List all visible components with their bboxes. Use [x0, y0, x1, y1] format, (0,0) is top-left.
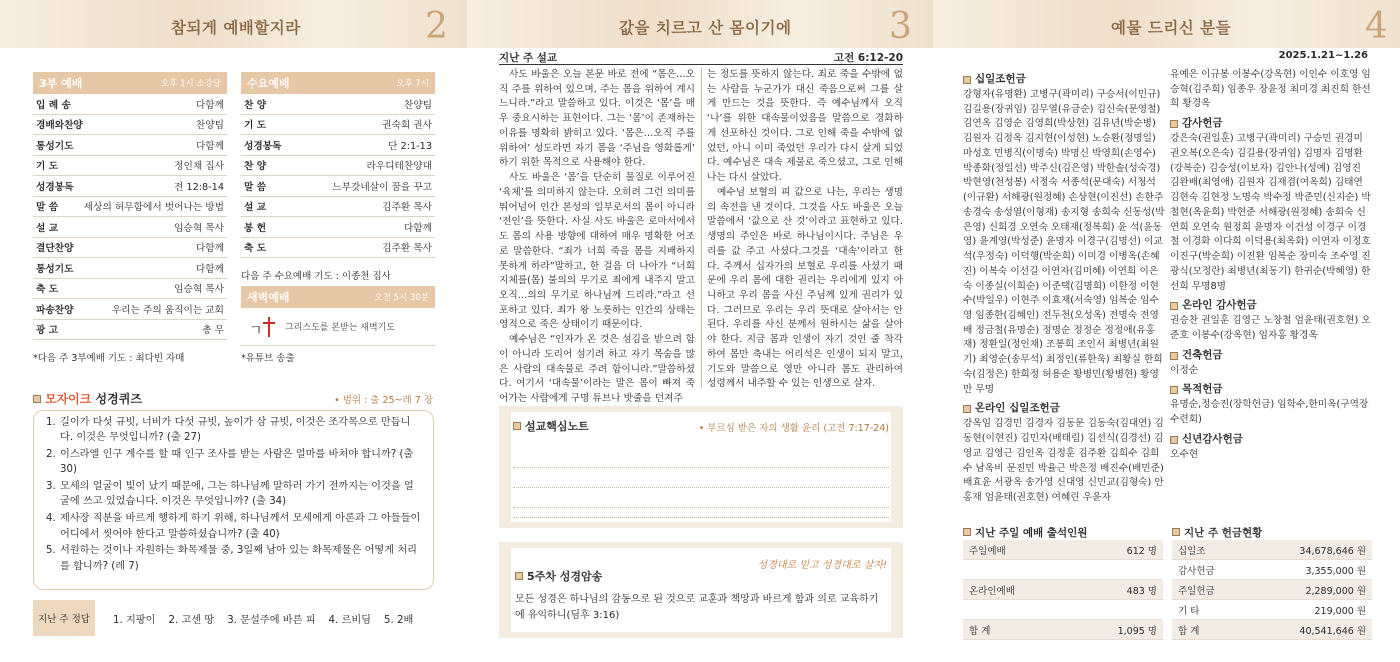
- offering-row: [1172, 560, 1372, 580]
- wed-item-value: 김주환 목사: [382, 202, 432, 214]
- column-divider: [701, 68, 702, 388]
- wed-row: [241, 217, 435, 238]
- cross-icon: [249, 315, 279, 339]
- page3-title: 값을 치르고 산 몸이기에: [619, 19, 792, 37]
- wed-item-name: 찬 양: [244, 99, 267, 111]
- square-bullet-icon: [1170, 120, 1178, 128]
- sermon-paragraph: 사도 바울은 ‘몸’을 단순히 물질로 이루어진 ‘육체’를 의미하지 않는다. 오히려 그런 의미를 뛰어넘어 인간 본성의 일부로서의 몸이 아니라 ‘전인’을 뜻한다. 사실 사도 바울은 로마서에서도 몸의 사용 방향에 대하여 매우 명확한 어조로 말씀한다. “죄가 너희 죽을 몸을 지배하지 못하게 하라”말하고, 한 걸음 더 나아가 “너희 지체를(몸) 불의의 무기로 죄에게 내주지 말고 오직…의의 무기로 하나님께 드리라.”라고 선포하고 있다. 죄가 왕 노릇하는 인간의 상태는 영적으로 죽은 상태이기 때문이다.: [499, 172, 695, 331]
- wed-item-value: 단 2:1-13: [388, 140, 432, 152]
- donation-names: 유명순,정승진(장학헌금) 임학수,한미옥(구역장 수련회): [1170, 399, 1369, 426]
- wed-item-value: 라우디테찬양대: [366, 161, 432, 173]
- quiz-item-number: 5.: [46, 545, 56, 557]
- dawn-name: 새벽예배: [247, 291, 290, 304]
- page2-number: 2: [425, 6, 448, 47]
- donation-group-title: 신년감사헌금: [1182, 432, 1243, 445]
- offering-label: 기 타: [1178, 605, 1200, 617]
- wed-item-value: 김주환 목사: [382, 243, 432, 255]
- sermon-right-column: [707, 68, 903, 392]
- service3-item-value: 우리는 주의 움직이는 교회: [111, 304, 224, 316]
- wed-header: [241, 72, 435, 94]
- dawn-logo: [241, 308, 435, 346]
- attendance-value: 612 명: [1126, 545, 1157, 557]
- offering-label: 주일헌금: [1178, 585, 1215, 597]
- service3-item-value: 임승혁 목사: [174, 222, 224, 234]
- attendance-label: 합 계: [969, 625, 991, 637]
- wed-item-name: 설 교: [244, 202, 267, 214]
- service3-row: [33, 238, 227, 259]
- quiz-item-number: 3.: [46, 481, 56, 493]
- service3-item-name: 기 도: [36, 161, 59, 173]
- wed-item-value: 다함께: [403, 222, 432, 234]
- square-bullet-icon: [1170, 386, 1178, 394]
- donation-names: 이정순: [1170, 364, 1199, 376]
- dawn-table: [241, 286, 435, 346]
- offering-row: [1172, 600, 1372, 620]
- service3-item-name: 통성기도: [36, 263, 74, 275]
- sermon-paragraph: 는 정도를 뜻하지 않는다. 죄로 죽을 수밖에 없는 사람을 누군가가 대신 죽음으로써 그를 살게 만드는 것을 뜻한다. 즉 예수님께서 오직 ‘나’를 위한 대속물이었음을 말씀으로 경화하게 선포하신 것이다. 그로 인해 죽을 수밖에 없었던, 아니 이미 죽었던 우리가 다시 살게 되었다. 예수님은 대속 제물로 죽으셨고, 그로 인해 나는 다시 살았다.: [707, 69, 903, 184]
- note-line[interactable]: [513, 490, 889, 508]
- offering-label: 감사헌금: [1178, 565, 1215, 577]
- service3-item-name: 결단찬양: [36, 243, 74, 255]
- answer-label: 지난 주 정답: [33, 600, 95, 636]
- wed-item-value: 권숙희 권사: [382, 120, 432, 132]
- service3-item-name: 말 씀: [36, 202, 59, 214]
- offering-date-range: 2025.1.21~1.26: [1278, 50, 1368, 61]
- service3-item-name: 설 교: [36, 222, 59, 234]
- page3-number: 3: [889, 6, 912, 47]
- donation-names: 오수현: [1170, 448, 1199, 460]
- service3-row: [33, 197, 227, 218]
- wed-table: [241, 72, 435, 258]
- donation-group-header: [1170, 432, 1372, 448]
- quiz-list: [46, 415, 423, 574]
- attendance-row: [963, 580, 1163, 600]
- offering-label: 십일조: [1178, 545, 1206, 557]
- attendance-label: 주일예배: [969, 545, 1006, 557]
- quiz-item-number: 1.: [46, 417, 56, 428]
- donation-group-header: [1170, 348, 1372, 364]
- donation-group-title: 온라인 감사헌금: [1182, 299, 1257, 312]
- attendance-row: [963, 540, 1163, 560]
- quiz-box: [33, 410, 434, 590]
- answer-item: 4. 르비딤: [328, 614, 372, 626]
- quiz-item: [46, 447, 423, 478]
- wed-time: 오후 7시: [396, 79, 429, 89]
- sermon-rule: [499, 64, 903, 65]
- page4-title: 예물 드리신 분들: [1111, 19, 1232, 37]
- sermon-note-header: [513, 418, 589, 434]
- donation-group-header: [963, 401, 1167, 417]
- quiz-item: [46, 479, 423, 510]
- answer-item: 5. 2배: [384, 614, 414, 626]
- wed-item-name: 말 씀: [244, 181, 267, 193]
- attendance-value: 483 명: [1126, 585, 1157, 597]
- tithe-continued: 유예은 이규봉 이봉수(강옥현) 이인수 이호영 임승혁(김주희) 임종우 장윤정 최미경 최진희 한선희 황경옥: [1170, 69, 1371, 110]
- donation-group-title: 목적헌금: [1182, 383, 1223, 396]
- wed-row: [241, 94, 435, 115]
- dawn-note: *유튜브 송출: [241, 353, 295, 364]
- page-sermon: [467, 0, 933, 662]
- service3-name: 3부 예배: [39, 77, 83, 90]
- service3-item-name: 통성기도: [36, 140, 74, 152]
- last-week-answers: [33, 600, 434, 636]
- attendance-header: [963, 524, 1163, 540]
- service3-item-value: 세상의 허무함에서 벗어나는 방법: [83, 202, 224, 214]
- donation-left-column: [963, 68, 1167, 506]
- sermon-paragraph: 예수님 보혈의 피 값으로 나는, 우리는 생명의 속전을 낸 것이다. 그것을 사도 바울은 오늘 말씀에서 ‘값으로 산 것’이라고 표현하고 있다. 생명의 주인은 바로 하나님이시다. 주님은 우리를 값 주고 사셨다.그것을 ‘대속’이라고 한다. 주께서 십자가의 보혈로 우리를 사셨기 때문에 우리 몸에 대한 권리는 우리에게 있지 아니하고 우리 몸을 사신 주님께 있게 권리가 있다. 그러므로 우리는 우리 뜻대로 살아서는 안 된다. 우리를 사신 분께서 원하시는 삶을 살아야 한다. 지금 몸과 인생이 자기 것인 줄 착각하여 몸만 축내는 어리석은 인생이 되지 말고, 기도와 말씀으로 영만 아니라 몸도 관리하여 성령께서 내주할 수 있는 인생으로 살자.: [707, 186, 903, 390]
- service3-note: *다음 주 3부예배 기도 : 최다빈 자매: [33, 353, 185, 364]
- wed-item-name: 성경봉독: [244, 140, 282, 152]
- service3-table: [33, 72, 227, 340]
- sermon-ref: 고전 6:12-20: [833, 52, 903, 64]
- quiz-label-mosaic: 모자이크: [45, 392, 92, 406]
- donation-right-column: [1170, 68, 1372, 462]
- wed-row: [241, 176, 435, 197]
- sermon-note-ref: • 부르심 받은 자의 생활 윤리 (고전 7:17-24): [698, 423, 889, 434]
- sermon-note-box: [499, 406, 903, 528]
- sermon-note-title: 설교핵심노트: [525, 420, 589, 433]
- memory-header: [515, 568, 602, 584]
- square-bullet-icon: [515, 572, 523, 580]
- service3-item-value: 다함께: [195, 140, 224, 152]
- service3-item-name: 성경봉독: [36, 181, 74, 193]
- quiz-header: [33, 390, 433, 407]
- dawn-header: [241, 286, 435, 308]
- quiz-item: [46, 415, 423, 446]
- svg-text:ㄱ: ㄱ: [249, 322, 263, 339]
- service3-item-name: 파송찬양: [36, 304, 74, 316]
- service3-item-name: 입 례 송: [36, 99, 71, 111]
- note-line[interactable]: [513, 470, 889, 488]
- service3-row: [33, 299, 227, 320]
- answer-values: [95, 611, 413, 626]
- service3-item-value: 총 무: [202, 325, 224, 337]
- square-bullet-icon: [1170, 436, 1178, 444]
- service3-row: [33, 320, 227, 341]
- square-bullet-icon: [1170, 352, 1178, 360]
- offering-value: 219,000 원: [1314, 605, 1366, 617]
- service3-item-value: 다함께: [195, 243, 224, 255]
- attendance-value: 1,095 명: [1117, 625, 1157, 637]
- offering-row: [1172, 580, 1372, 600]
- donation-group-title: 온라인 십일조헌금: [975, 402, 1060, 415]
- offering-row: [1172, 540, 1372, 560]
- offering-value: 2,289,000 원: [1305, 585, 1366, 597]
- donation-group-header: [1170, 298, 1372, 314]
- wed-item-value: 느부갓네살이 꿈을 꾸고: [332, 181, 432, 193]
- service3-item-name: 광 고: [36, 325, 59, 337]
- quiz-item: [46, 511, 423, 542]
- service3-item-value: 찬양팀: [195, 120, 224, 132]
- memory-title: 5주차 성경암송: [527, 570, 603, 583]
- square-bullet-icon: [33, 395, 41, 403]
- service3-item-value: 다함께: [195, 99, 224, 111]
- attendance-row: [963, 620, 1163, 640]
- memory-slogan: 성경대로 믿고 성경대로 살자!: [757, 560, 887, 571]
- service3-item-name: 축 도: [36, 284, 59, 296]
- square-bullet-icon: [1170, 302, 1178, 310]
- square-bullet-icon: [963, 405, 971, 413]
- attendance-table: [963, 524, 1163, 640]
- wed-row: [241, 115, 435, 136]
- service3-row: [33, 176, 227, 197]
- page2-header: [0, 0, 467, 48]
- page-worship: [0, 0, 467, 662]
- sermon-label: 지난 주 설교: [499, 52, 558, 64]
- wed-row: [241, 135, 435, 156]
- offering-label: 합 계: [1178, 625, 1200, 637]
- quiz-label: 성경퀴즈: [91, 392, 142, 406]
- service3-row: [33, 94, 227, 115]
- quiz-item: [46, 543, 423, 574]
- dawn-time: 오전 5시 30분: [374, 293, 429, 303]
- quiz-item-number: 4.: [46, 513, 56, 525]
- donation-group-header: [1170, 116, 1372, 132]
- wed-row: [241, 238, 435, 259]
- note-line[interactable]: [513, 450, 889, 468]
- note-line[interactable]: [513, 510, 889, 518]
- page4-header: [933, 0, 1400, 48]
- offering-table: [1172, 524, 1372, 640]
- quiz-item-number: 2.: [46, 449, 56, 461]
- wed-row: [241, 197, 435, 218]
- offering-row: [1172, 620, 1372, 640]
- donation-names: 강옥임 김경민 김경자 김동문 김동숙(김대연) 김동현(이현진) 김민자(배태림) 김선식(김경선) 김영교 김영근 김인옥 김정훈 김주환 김희수 김희수 남옥비 문진민 박율근 박은정 배진수(배민준) 배효윤 서광옥 송가영 신대영 신민교(김형숙) 안홍재 엄윤태(권호현) 여혜린 우윤자: [963, 418, 1164, 503]
- answer-item: 3. 문설주에 바른 피: [227, 614, 316, 626]
- memory-text: 모든 성경은 하나님의 감동으로 된 것으로 교훈과 책망과 바르게 함과 의로 교육하기에 유익하니(딤후 3:16): [515, 594, 879, 621]
- attendance-row: [963, 560, 1163, 580]
- answer-item: 2. 고센 땅: [168, 614, 215, 626]
- service3-row: [33, 115, 227, 136]
- service3-row: [33, 258, 227, 279]
- service3-item-value: 전 12:8-14: [173, 181, 224, 193]
- donation-group-header: [963, 72, 1167, 88]
- offering-header: [1172, 524, 1372, 540]
- wed-item-name: 봉 헌: [244, 222, 267, 234]
- quiz-item-text: 이스라엘 인구 계수를 할 때 인구 조사를 받는 사람은 얼마를 바쳐야 합니까? (출 30): [60, 449, 414, 476]
- attendance-row: [963, 600, 1163, 620]
- donation-group-header: [1170, 382, 1372, 398]
- offering-value: 34,678,646 원: [1299, 545, 1366, 557]
- page-offerings: [933, 0, 1400, 662]
- service3-item-value: 다함께: [195, 263, 224, 275]
- offering-title: 지난 주 헌금현황: [1184, 526, 1263, 539]
- wed-name: 수요예배: [247, 77, 290, 90]
- memory-verse-box: [499, 542, 903, 638]
- service3-row: [33, 135, 227, 156]
- page2-title: 참되게 예배할지라: [171, 19, 301, 37]
- service3-item-value: 임승혁 목사: [174, 284, 224, 296]
- page3-header: [467, 0, 933, 48]
- service3-item-name: 경배와찬양: [36, 120, 83, 132]
- service3-row: [33, 156, 227, 177]
- wed-item-value: 찬양팀: [403, 99, 432, 111]
- quiz-item-text: 서원하는 것이나 자원하는 화목제물 중, 3일째 남아 있는 화목제물은 어떻게 처리를 합니까? (레 7): [60, 545, 418, 572]
- square-bullet-icon: [513, 422, 521, 430]
- quiz-item-text: 모세의 얼굴이 빛이 났기 때문에, 그는 하나님께 말하러 가기 전까지는 이것을 얼굴에 쓰고 있었습니다. 이것은 무엇입니까? (출 34): [60, 481, 414, 508]
- sermon-paragraph: 예수님은 “인자가 온 것은 섬김을 받으려 함이 아니라 도리어 섬기려 하고 자기 목숨을 많은 사람의 대속물로 주려 함이니라.”말씀하셨다. 여기서 ‘대속물’이라는 말은 몸이 빠져 죽어가는 사람에게 구명 튜브나 밧줄을 던져주: [499, 334, 695, 405]
- wed-row: [241, 156, 435, 177]
- wed-item-name: 축 도: [244, 243, 267, 255]
- offering-value: 3,355,000 원: [1305, 565, 1366, 577]
- donation-group-title: 건축헌금: [1182, 348, 1223, 361]
- service3-header: [33, 72, 227, 94]
- attendance-label: 온라인예배: [969, 585, 1015, 597]
- wed-item-name: 기 도: [244, 120, 267, 132]
- quiz-item-text: 제사장 직분을 바르게 행하게 하기 위해, 하나님께서 모세에게 아론과 그 아들들이 어디에서 씻어야 한다고 말씀하셨습니까? (출 40): [60, 513, 421, 540]
- answer-item: 1. 지팡이: [113, 614, 156, 626]
- service3-row: [33, 279, 227, 300]
- service3-item-value: 정인채 집사: [174, 161, 224, 173]
- wed-note: 다음 주 수요예배 기도 : 이종천 집사: [241, 271, 391, 282]
- service3-row: [33, 217, 227, 238]
- offering-value: 40,541,646 원: [1299, 625, 1366, 637]
- quiz-range: • 범위 : 출 25~레 7 장: [334, 395, 433, 406]
- donation-names: 권승찬 권일훈 김영근 노창철 엄윤태(권호현) 오준호 이봉수(강옥현) 임자홍 황경옥: [1170, 315, 1371, 341]
- square-bullet-icon: [963, 528, 971, 536]
- donation-names: 강은숙(권일훈) 고병구(곽미리) 구승민 권경미 권오복(오은숙) 김길용(장귀임) 김명자 김명환(강복순) 김승성(이보자) 김안나(성예) 김영진 김완배(최영애) 김원자 김재겸(여옥희) 김태연 김현숙 김현정 노명숙 박수정 박준민(신지순) 박철현(옥윤희) 박현준 서해광(원정혜) 송희숙 신연희 오연숙 원정희 윤명자 이건성 이경구 이경철 이경화 이다희 이덕용(최옥화) 이연자 이정호 이진구(박순희) 이진환 임복순 장미숙 조수영 진광식(모정란) 최병년(최동기) 한귀순(박혜영) 한선희 무명8명: [1170, 133, 1371, 292]
- sermon-paragraph: 사도 바울은 오늘 본문 바로 전에 “몸은…오직 주를 위하여 있으며, 주는 몸을 위하여 계시느니라.”라고 말씀하고 있다. 이것은 ‘몸’을 매우 중요시하는 표현이다. 그는 ‘몸’이 존재하는 이유를 명확히 밝히고 있다. ‘몸은…오직 주를 위하여’ 성도라면 자기 몸을 ‘주님을 영화롭게’ 하기 위한 목적으로 사용해야 한다.: [499, 69, 695, 169]
- donation-group-title: 십일조헌금: [975, 73, 1026, 85]
- donation-names: 강형자(유명환) 고병구(곽미리) 구승서(이민규) 김길용(장귀임) 김무열(유금순) 김신숙(문영철) 김연옥 김영순 김영희(박상현) 김유년(박순병) 김원자 김정옥 김지현(이성현) 노승환(정명일) 마성호 민병직(이명숙) 박명신 박영희(손영수) 박종화(정일선) 박주신(김은영) 박한솔(성숙경) 박현영(천성봉) 서정숙 서종석(문대숙) 서청석(이규환) 서해광(원정혜) 손상현(이진선) 손한주 송경숙 송성열(이형재) 송지형 송희숙 신동성(박은영) 신희경 오연숙 오태재(정복희) 윤 석(윤동영) 윤계영(박성준) 윤명자 이경구(김명선) 이교석(우정숙) 이덕행(박순희) 이미경 이병옥(손혜진) 이복숙 이선길 이연자(김미혜) 이연희 이은숙 이종실(이희순) 이준택(김명희) 이한정 이현수(박일우) 이현주 이효재(서숙영) 임복순 임수영 임종한(김혜인) 전두천(오성옥) 전명숙 전영배 정금철(유명순) 정명순 정정순 정정애(유홍재) 정환일(정인채) 조봉희 조인서 최병년(최원기) 최영순(송무석) 최정인(류한욱) 최황실 한희숙(김정은) 한희정 허용순 황병민(황병현) 황영만 무명: [963, 88, 1165, 395]
- square-bullet-icon: [963, 76, 971, 84]
- sermon-left-column: [499, 68, 695, 407]
- attendance-title: 지난 주일 예배 출석인원: [975, 526, 1088, 539]
- quiz-item-text: 길이가 다섯 규빗, 너비가 다섯 규빗, 높이가 삼 규빗, 이것은 조각목으로 만듭니다. 이것은 무엇입니까? (출 27): [60, 417, 411, 444]
- wed-item-name: 찬 양: [244, 161, 267, 173]
- page4-number: 4: [1365, 6, 1388, 47]
- service3-time: 오후 1시 소강당: [160, 79, 221, 89]
- dawn-logo-text: 그리스도를 본받는 새벽기도: [285, 323, 396, 333]
- square-bullet-icon: [1172, 528, 1180, 536]
- donation-group-title: 감사헌금: [1182, 117, 1223, 130]
